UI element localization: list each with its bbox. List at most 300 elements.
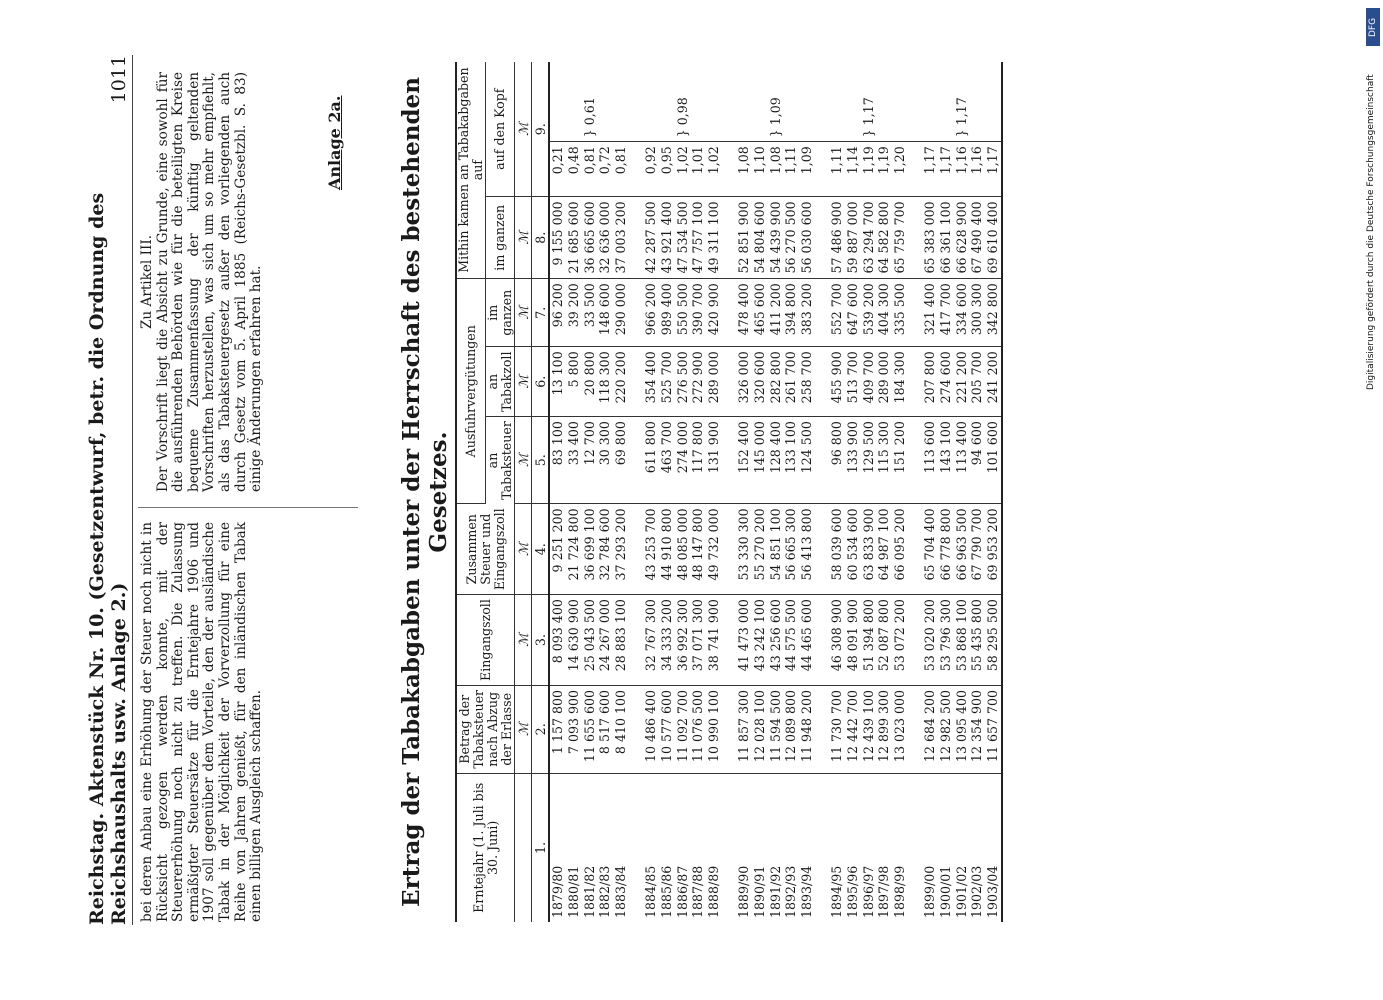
year-label: 1886/87 <box>674 865 690 918</box>
value-cell: 53 868 100 <box>954 595 970 686</box>
value-cell: 43 242 100 <box>752 595 768 686</box>
table-row <box>752 62 768 922</box>
value-cell: 5 800 <box>566 347 582 417</box>
value-cell: 25 043 500 <box>582 595 598 686</box>
value-cell: 334 600 <box>954 279 970 347</box>
value-cell: 66 778 800 <box>938 504 954 595</box>
table-row <box>954 62 970 922</box>
gap-cell <box>815 142 829 197</box>
year-label: 1888/89 <box>706 865 722 918</box>
gap-cell <box>908 142 922 197</box>
value-cell: 455 900 <box>829 347 845 417</box>
value-cell: 101 600 <box>985 417 1002 504</box>
table-row <box>736 62 752 922</box>
value-cell: 0,81 <box>582 142 598 197</box>
gap-cell <box>722 62 736 142</box>
gap-cell <box>815 197 829 279</box>
value-cell: 1,20 <box>892 142 908 197</box>
year-cell <box>861 773 877 922</box>
value-cell: 53 330 300 <box>736 504 752 595</box>
year-label: 1884/85 <box>642 865 658 918</box>
year-cell <box>597 773 613 922</box>
year-cell <box>613 773 629 922</box>
value-cell: 1,19 <box>876 142 892 197</box>
value-cell: 12 982 500 <box>938 685 954 773</box>
value-cell: 10 486 400 <box>643 685 659 773</box>
value-cell: 148 600 <box>597 279 613 347</box>
value-cell: 394 800 <box>783 279 799 347</box>
value-cell: 60 534 600 <box>845 504 861 595</box>
value-cell: 39 200 <box>566 279 582 347</box>
table-row <box>675 62 691 922</box>
value-cell: 0,72 <box>597 142 613 197</box>
value-cell: 56 270 500 <box>783 197 799 279</box>
table-row <box>892 62 908 922</box>
value-cell: 69 610 400 <box>985 197 1002 279</box>
value-cell: 65 383 000 <box>922 197 938 279</box>
unit-cell: ℳ <box>515 595 532 686</box>
value-cell: 8 410 100 <box>613 685 629 773</box>
group-gap <box>908 62 922 922</box>
value-cell: 32 767 300 <box>643 595 659 686</box>
value-cell: 10 990 100 <box>706 685 722 773</box>
value-cell: 12 899 300 <box>876 685 892 773</box>
value-cell: 58 039 600 <box>829 504 845 595</box>
value-cell: 404 300 <box>876 279 892 347</box>
value-cell: 207 800 <box>922 347 938 417</box>
value-cell: 37 293 200 <box>613 504 629 595</box>
header-im-ganzen: im ganzen <box>486 197 515 279</box>
table-row <box>613 62 629 922</box>
gap-cell <box>722 773 736 922</box>
value-cell: 47 534 500 <box>675 197 691 279</box>
gap-cell <box>722 279 736 347</box>
value-cell: 54 851 100 <box>768 504 784 595</box>
value-cell: 463 700 <box>659 417 675 504</box>
value-cell: 8 517 600 <box>597 685 613 773</box>
dfg-credit: Digitalisierung gefördert durch die Deutsche Forschungsgemeinschaft <box>1366 74 1376 390</box>
table-row <box>829 62 845 922</box>
value-cell: 390 700 <box>690 279 706 347</box>
year-label: 1891/92 <box>767 865 783 918</box>
table-row <box>690 62 706 922</box>
value-cell: 58 295 500 <box>985 595 1002 686</box>
value-cell: 320 600 <box>752 347 768 417</box>
value-cell: 129 500 <box>861 417 877 504</box>
table-row <box>566 62 582 922</box>
value-cell: 54 439 900 <box>768 197 784 279</box>
value-cell: 37 003 200 <box>613 197 629 279</box>
year-cell <box>954 773 970 922</box>
value-cell: 43 256 600 <box>768 595 784 686</box>
running-header <box>86 55 133 925</box>
gap-cell <box>908 685 922 773</box>
group-gap <box>722 62 736 922</box>
group-average: } 1,17 <box>829 62 908 142</box>
gap-cell <box>908 417 922 504</box>
value-cell: 65 759 700 <box>892 197 908 279</box>
value-cell: 1,16 <box>954 142 970 197</box>
value-cell: 647 600 <box>845 279 861 347</box>
value-cell: 12 684 200 <box>922 685 938 773</box>
value-cell: 11 655 600 <box>582 685 598 773</box>
dfg-logo: DFG <box>1366 8 1380 46</box>
gap-cell <box>722 417 736 504</box>
table-row <box>799 62 815 922</box>
value-cell: 43 921 400 <box>659 197 675 279</box>
year-cell <box>706 773 722 922</box>
value-cell: 48 147 800 <box>690 504 706 595</box>
header-auf-den-kopf: auf den Kopf <box>486 62 515 197</box>
value-cell: 513 700 <box>845 347 861 417</box>
header-an-tabaksteuer: an Tabaksteuer <box>486 417 515 504</box>
gap-cell <box>629 504 643 595</box>
year-label: 1893/94 <box>799 865 815 918</box>
value-cell: 1,02 <box>675 142 691 197</box>
table-row <box>659 62 675 922</box>
value-cell: 54 804 600 <box>752 197 768 279</box>
year-label: 1897/98 <box>876 865 892 918</box>
value-cell: 11 076 500 <box>690 685 706 773</box>
year-label: 1902/03 <box>969 865 985 918</box>
value-cell: 552 700 <box>829 279 845 347</box>
value-cell: 55 270 200 <box>752 504 768 595</box>
table-row <box>643 62 659 922</box>
year-label: 1887/88 <box>690 865 706 918</box>
year-label: 1881/82 <box>581 865 597 918</box>
value-cell: 12 354 900 <box>969 685 985 773</box>
value-cell: 9 155 000 <box>549 197 566 279</box>
value-cell: 1,17 <box>938 142 954 197</box>
gap-cell <box>722 347 736 417</box>
year-label: 1889/90 <box>735 865 751 918</box>
gap-cell <box>908 197 922 279</box>
value-cell: 11 730 700 <box>829 685 845 773</box>
value-cell: 151 200 <box>892 417 908 504</box>
value-cell: 113 400 <box>954 417 970 504</box>
header-aus-im-ganzen: im ganzen <box>486 279 515 347</box>
value-cell: 21 685 600 <box>566 197 582 279</box>
value-cell: 9 251 200 <box>549 504 566 595</box>
column-divider <box>138 507 358 508</box>
value-cell: 11 594 500 <box>768 685 784 773</box>
value-cell: 47 757 100 <box>690 197 706 279</box>
year-label: 1901/02 <box>953 865 969 918</box>
value-cell: 118 300 <box>597 347 613 417</box>
value-cell: 420 900 <box>706 279 722 347</box>
value-cell: 37 071 300 <box>690 595 706 686</box>
value-cell: 43 253 700 <box>643 504 659 595</box>
value-cell: 12 089 800 <box>783 685 799 773</box>
value-cell: 335 500 <box>892 279 908 347</box>
year-cell <box>752 773 768 922</box>
column-number: 3. <box>532 595 550 686</box>
value-cell: 184 300 <box>892 347 908 417</box>
article-text: Der Vorschrift liegt die Absicht zu Grunde, eine sowohl für die ausführenden Behörden wie für die beteiligten Kreise bequeme Zusammenfassung der künftig geltenden Vorschriften herzustellen, was sich um so mehr empfiehlt, als das Tabaksteuergesetz außer den vorliegenden auch durch Gesetz vom 5. April 1885 (Reichs-Gesetzbl. S. 83) einige Änderungen erfahren hat. <box>154 72 265 492</box>
value-cell: 12 442 700 <box>845 685 861 773</box>
gap-cell <box>722 595 736 686</box>
unit-cell: ℳ <box>515 62 532 197</box>
year-cell <box>566 773 582 922</box>
unit-cell: ℳ <box>515 504 532 595</box>
value-cell: 326 000 <box>736 347 752 417</box>
gap-cell <box>815 504 829 595</box>
table-row <box>783 62 799 922</box>
value-cell: 53 072 200 <box>892 595 908 686</box>
year-cell <box>582 773 598 922</box>
year-cell <box>675 773 691 922</box>
unit-cell: ℳ <box>515 197 532 279</box>
gap-cell <box>629 685 643 773</box>
value-cell: 550 500 <box>675 279 691 347</box>
value-cell: 611 800 <box>643 417 659 504</box>
gap-cell <box>815 62 829 142</box>
header-title: Reichstag. Aktenstück Nr. 10. (Gesetzentwurf, betr. die Ordnung des Reichshaushalts usw. Anlage 2.) <box>86 192 130 925</box>
value-cell: 478 400 <box>736 279 752 347</box>
gap-cell <box>629 279 643 347</box>
column-number: 5. <box>532 417 550 504</box>
value-cell: 1,11 <box>829 142 845 197</box>
table-row <box>597 62 613 922</box>
value-cell: 1,11 <box>783 142 799 197</box>
unit-cell: ℳ <box>515 417 532 504</box>
year-cell <box>783 773 799 922</box>
left-column-text: bei deren Anbau eine Erhöhung der Steuer noch nicht in Rücksicht gezogen werden konnte, mit der Steuererhöhung noch nicht zu treffen. Die Zulassung ermäßigter Steuersätze für die Erntejahre 1906 und 1907 soll gegenüber dem Vorteile, den der ausländische Tabak in der Möglichkeit der Vorverzollung für eine Reihe von Jahren genießt, für den inländischen Tabak einen billigen Ausgleich schaffen. <box>139 522 265 922</box>
gap-cell <box>722 142 736 197</box>
value-cell: 83 100 <box>549 417 566 504</box>
value-cell: 96 200 <box>549 279 566 347</box>
value-cell: 409 700 <box>861 347 877 417</box>
right-column <box>140 72 265 492</box>
value-cell: 36 992 300 <box>675 595 691 686</box>
year-label: 1880/81 <box>565 865 581 918</box>
header-tabaksteuer: Betrag der Tabaksteuer nach Abzug der Erlasse <box>456 685 515 773</box>
value-cell: 44 465 600 <box>799 595 815 686</box>
year-label: 1895/96 <box>844 865 860 918</box>
table-row <box>922 62 938 922</box>
year-cell <box>643 773 659 922</box>
value-cell: 42 287 500 <box>643 197 659 279</box>
value-cell: 131 900 <box>706 417 722 504</box>
value-cell: 48 085 000 <box>675 504 691 595</box>
value-cell: 34 333 200 <box>659 595 675 686</box>
year-cell <box>736 773 752 922</box>
header-an-tabakzoll: an Tabakzoll <box>486 347 515 417</box>
column-number: 1. <box>532 773 550 922</box>
gap-cell <box>629 595 643 686</box>
group-gap <box>629 62 643 922</box>
value-cell: 66 963 500 <box>954 504 970 595</box>
value-cell: 24 267 000 <box>597 595 613 686</box>
value-cell: 0,95 <box>659 142 675 197</box>
article-heading: Zu Artikel III. <box>139 234 155 330</box>
value-cell: 56 665 300 <box>783 504 799 595</box>
value-cell: 49 311 100 <box>706 197 722 279</box>
year-cell <box>799 773 815 922</box>
value-cell: 539 200 <box>861 279 877 347</box>
page-number: 1011 <box>108 55 130 104</box>
value-cell: 128 400 <box>768 417 784 504</box>
value-cell: 13 100 <box>549 347 566 417</box>
value-cell: 51 394 800 <box>861 595 877 686</box>
value-cell: 69 800 <box>613 417 629 504</box>
year-label: 1903/04 <box>985 865 1001 918</box>
anlage-label: Anlage 2a. <box>325 95 344 190</box>
value-cell: 1,08 <box>736 142 752 197</box>
unit-cell: ℳ <box>515 279 532 347</box>
value-cell: 1,17 <box>922 142 938 197</box>
column-number: 6. <box>532 347 550 417</box>
gap-cell <box>908 62 922 142</box>
column-number: 2. <box>532 685 550 773</box>
value-cell: 272 900 <box>690 347 706 417</box>
value-cell: 133 100 <box>783 417 799 504</box>
value-cell: 33 400 <box>566 417 582 504</box>
value-cell: 63 294 700 <box>861 197 877 279</box>
value-cell: 8 093 400 <box>549 595 566 686</box>
table-row <box>969 62 985 922</box>
value-cell: 59 887 000 <box>845 197 861 279</box>
value-cell: 13 095 400 <box>954 685 970 773</box>
value-cell: 133 900 <box>845 417 861 504</box>
value-cell: 1,08 <box>768 142 784 197</box>
year-label: 1879/80 <box>550 865 565 918</box>
value-cell: 20 800 <box>582 347 598 417</box>
year-cell <box>845 773 861 922</box>
year-label: 1885/86 <box>658 865 674 918</box>
value-cell: 30 300 <box>597 417 613 504</box>
value-cell: 7 093 900 <box>566 685 582 773</box>
unit-cell: ℳ <box>515 685 532 773</box>
table-row <box>876 62 892 922</box>
value-cell: 1,17 <box>985 142 1002 197</box>
value-cell: 57 486 900 <box>829 197 845 279</box>
value-cell: 113 600 <box>922 417 938 504</box>
value-cell: 411 200 <box>768 279 784 347</box>
value-cell: 276 500 <box>675 347 691 417</box>
header-erntejahr: Erntejahr (1. Juli bis 30. Juni) <box>456 773 515 922</box>
year-cell <box>659 773 675 922</box>
value-cell: 290 000 <box>613 279 629 347</box>
table-row <box>768 62 784 922</box>
value-cell: 966 200 <box>643 279 659 347</box>
value-cell: 11 857 300 <box>736 685 752 773</box>
table-row <box>549 62 566 922</box>
year-cell <box>922 773 938 922</box>
value-cell: 52 851 900 <box>736 197 752 279</box>
value-cell: 152 400 <box>736 417 752 504</box>
value-cell: 321 400 <box>922 279 938 347</box>
value-cell: 53 020 200 <box>922 595 938 686</box>
value-cell: 12 028 100 <box>752 685 768 773</box>
gap-cell <box>629 347 643 417</box>
value-cell: 94 600 <box>969 417 985 504</box>
value-cell: 274 000 <box>675 417 691 504</box>
value-cell: 28 883 100 <box>613 595 629 686</box>
value-cell: 66 361 100 <box>938 197 954 279</box>
value-cell: 67 790 700 <box>969 504 985 595</box>
table-row <box>845 62 861 922</box>
value-cell: 49 732 000 <box>706 504 722 595</box>
value-cell: 53 796 300 <box>938 595 954 686</box>
value-cell: 465 600 <box>752 279 768 347</box>
value-cell: 46 308 900 <box>829 595 845 686</box>
value-cell: 1 157 800 <box>549 685 566 773</box>
value-cell: 258 700 <box>799 347 815 417</box>
table-row <box>985 62 1002 922</box>
gap-cell <box>815 595 829 686</box>
value-cell: 96 800 <box>829 417 845 504</box>
column-number-row <box>532 62 550 922</box>
value-cell: 143 100 <box>938 417 954 504</box>
column-number: 8. <box>532 197 550 279</box>
group-gap <box>815 62 829 922</box>
column-number: 4. <box>532 504 550 595</box>
header-mithin: Mithin kamen an Tabakabgaben auf <box>456 62 486 279</box>
value-cell: 33 500 <box>582 279 598 347</box>
value-cell: 221 200 <box>954 347 970 417</box>
gap-cell <box>629 773 643 922</box>
value-cell: 383 200 <box>799 279 815 347</box>
value-cell: 64 582 800 <box>876 197 892 279</box>
table-row <box>706 62 722 922</box>
value-cell: 0,21 <box>549 142 566 197</box>
value-cell: 289 000 <box>876 347 892 417</box>
header-eingangszoll: Eingangszoll <box>456 595 515 686</box>
value-cell: 36 665 600 <box>582 197 598 279</box>
unit-row <box>515 62 532 922</box>
gap-cell <box>722 685 736 773</box>
table-title: Ertrag der Tabakabgaben unter der Herrschaft des bestehenden Gesetzes. <box>398 77 452 907</box>
value-cell: 289 000 <box>706 347 722 417</box>
value-cell: 124 500 <box>799 417 815 504</box>
value-cell: 1,09 <box>799 142 815 197</box>
header-zusammen: Zusammen Steuer und Eingangszoll <box>456 504 515 595</box>
value-cell: 274 600 <box>938 347 954 417</box>
year-label: 1890/91 <box>751 865 767 918</box>
gap-cell <box>908 595 922 686</box>
gap-cell <box>629 62 643 142</box>
year-cell <box>690 773 706 922</box>
year-cell <box>969 773 985 922</box>
gap-cell <box>908 347 922 417</box>
gap-cell <box>815 773 829 922</box>
year-label: 1882/83 <box>597 865 613 918</box>
value-cell: 11 657 700 <box>985 685 1002 773</box>
year-label: 1892/93 <box>783 865 799 918</box>
value-cell: 241 200 <box>985 347 1002 417</box>
value-cell: 52 087 800 <box>876 595 892 686</box>
value-cell: 1,01 <box>690 142 706 197</box>
column-number: 7. <box>532 279 550 347</box>
gap-cell <box>722 197 736 279</box>
value-cell: 14 630 900 <box>566 595 582 686</box>
group-average: } 1,09 <box>736 62 815 142</box>
gap-cell <box>815 417 829 504</box>
year-label: 1894/95 <box>828 865 844 918</box>
value-cell: 0,81 <box>613 142 629 197</box>
gap-cell <box>722 504 736 595</box>
value-cell: 1,02 <box>706 142 722 197</box>
value-cell: 69 953 200 <box>985 504 1002 595</box>
gap-cell <box>815 279 829 347</box>
value-cell: 63 833 900 <box>861 504 877 595</box>
value-cell: 66 095 200 <box>892 504 908 595</box>
value-cell: 1,16 <box>969 142 985 197</box>
value-cell: 32 636 000 <box>597 197 613 279</box>
group-average: } 1,17 <box>922 62 1002 142</box>
value-cell: 67 490 400 <box>969 197 985 279</box>
